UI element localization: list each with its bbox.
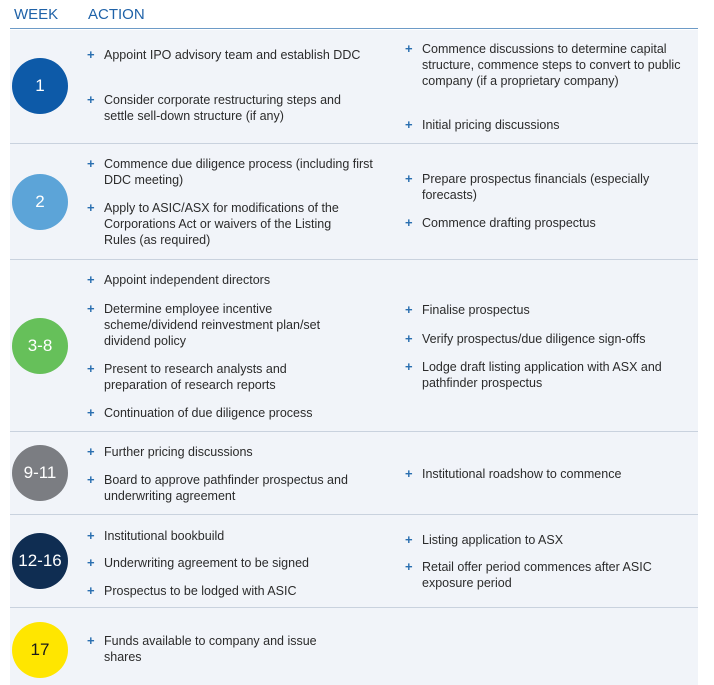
- plus-icon: +: [87, 301, 95, 316]
- list-item: + Institutional roadshow to commence: [405, 466, 622, 481]
- plus-icon: +: [87, 472, 95, 487]
- week-badge-9-11: 9-11: [12, 445, 68, 501]
- plus-icon: +: [405, 532, 413, 547]
- list-item: + Consider corporate restructuring steps and settle sell-down structure (if any): [87, 92, 341, 123]
- list-item: + Finalise prospectus: [405, 302, 530, 317]
- plus-icon: +: [405, 331, 413, 346]
- plus-icon: +: [87, 92, 95, 107]
- week-column-header: WEEK: [14, 6, 59, 23]
- list-item: + Prospectus to be lodged with ASIC: [87, 583, 297, 598]
- list-item: + Underwriting agreement to be signed: [87, 555, 309, 570]
- plus-icon: +: [405, 466, 413, 481]
- plus-icon: +: [87, 528, 95, 543]
- list-item: + Verify prospectus/due diligence sign-offs: [405, 331, 646, 346]
- week-badge-3-8: 3-8: [12, 318, 68, 374]
- list-item: + Continuation of due diligence process: [87, 405, 313, 420]
- plus-icon: +: [87, 633, 95, 648]
- list-item: + Retail offer period commences after ASIC exposure period: [405, 559, 652, 590]
- plus-icon: +: [87, 47, 95, 62]
- plus-icon: +: [87, 272, 95, 287]
- list-item: + Commence discussions to determine capital structure, commence steps to convert to public company (if a proprietary company): [405, 41, 681, 88]
- week-badge-1: 1: [12, 58, 68, 114]
- list-item: + Determine employee incentive scheme/dividend reinvestment plan/set dividend policy: [87, 301, 321, 348]
- plus-icon: +: [405, 117, 413, 132]
- list-item: + Present to research analysts and preparation of research reports: [87, 361, 287, 392]
- list-item: + Institutional bookbuild: [87, 528, 225, 543]
- list-item: + Commence drafting prospectus: [405, 215, 596, 230]
- plus-icon: +: [87, 444, 95, 459]
- list-item: + Listing application to ASX: [405, 532, 564, 547]
- plus-icon: +: [405, 359, 413, 374]
- week-badge-17: 17: [12, 622, 68, 678]
- list-item: + Commence due diligence process (including first DDC meeting): [87, 156, 373, 187]
- plus-icon: +: [405, 41, 413, 56]
- header-divider: [10, 28, 698, 29]
- list-item: + Funds available to company and issue shares: [87, 633, 317, 664]
- list-item: + Initial pricing discussions: [405, 117, 560, 132]
- plus-icon: +: [405, 215, 413, 230]
- list-item: + Appoint IPO advisory team and establish DDC: [87, 47, 361, 62]
- list-item: + Apply to ASIC/ASX for modifications of the Corporations Act or waivers of the Listing Rules (as required): [87, 200, 339, 247]
- week-badge-12-16: 12-16: [12, 533, 68, 589]
- plus-icon: +: [87, 200, 95, 215]
- plus-icon: +: [87, 555, 95, 570]
- plus-icon: +: [87, 361, 95, 376]
- list-item: + Appoint independent directors: [87, 272, 271, 287]
- list-item: + Lodge draft listing application with ASX and pathfinder prospectus: [405, 359, 662, 390]
- plus-icon: +: [87, 583, 95, 598]
- list-item: + Board to approve pathfinder prospectus and underwriting agreement: [87, 472, 348, 503]
- plus-icon: +: [405, 559, 413, 574]
- list-item: + Prepare prospectus financials (especially forecasts): [405, 171, 650, 202]
- list-item: + Further pricing discussions: [87, 444, 253, 459]
- table-header: [0, 0, 714, 30]
- plus-icon: +: [87, 156, 95, 171]
- week-badge-2: 2: [12, 174, 68, 230]
- plus-icon: +: [87, 405, 95, 420]
- plus-icon: +: [405, 171, 413, 186]
- plus-icon: +: [405, 302, 413, 317]
- action-column-header: ACTION: [88, 6, 145, 23]
